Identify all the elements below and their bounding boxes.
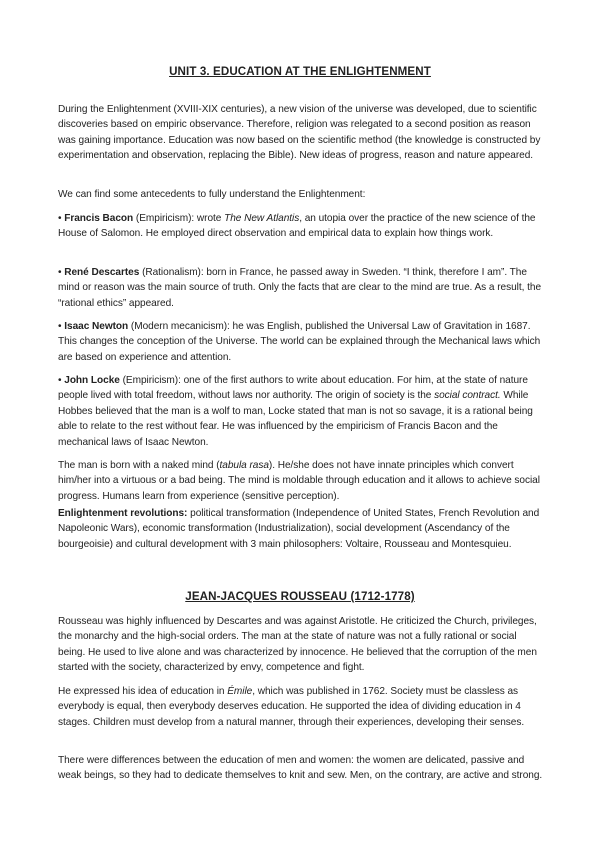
paragraph-text: ). He/she does not have innate principles which convert him/her into a virtuous or a bad being. The mind is moldable through education and it allows to achieve social progress. Humans learn from experience (sensitive perception). bbox=[58, 460, 540, 502]
rousseau-paragraph-3: There were differences between the education of men and women: the women are delicated, passive and weak beings, so they had to dedicate themselves to knit and sew. Men, on the contrary, are active and strong. bbox=[58, 755, 543, 782]
antecedent-text: , an utopia over the practice of the new science of the House of Salomon. He employed direct observation and empirical data to explain how things work. bbox=[58, 213, 536, 240]
paragraph-text: , which was published in 1762. Society must be classless as everybody is equal, then everybody deserves education. He supported the idea of dividing education in 4 stages. Children must develop from a natural manner, through their experiences, developing their senses. bbox=[58, 686, 525, 728]
antecedent-newton bbox=[58, 319, 544, 365]
antecedent-text: (Empiricism): one of the first authors to write about education. For him, at the state of nature people lived with total freedom, without laws nor authority. The origin of society is the bbox=[58, 375, 528, 402]
rousseau-title: JEAN-JACQUES ROUSSEAU (1712-1778) bbox=[185, 590, 415, 603]
bullet: • bbox=[58, 213, 62, 224]
work-title: Émile bbox=[227, 686, 253, 697]
bullet: • bbox=[58, 375, 62, 386]
antecedent-name: Francis Bacon bbox=[64, 213, 134, 224]
antecedent-text: (Modern mecanicism): he was English, published the Universal Law of Gravitation in 1687. This changes the conception of the Universe. The world can be explained through the Mechanical laws which are based on experience and attention. bbox=[58, 321, 541, 363]
paragraph-text: He expressed his idea of education in bbox=[58, 686, 228, 697]
term: tabula rasa bbox=[219, 460, 269, 471]
unit-title: UNIT 3. EDUCATION AT THE ENLIGHTENMENT bbox=[169, 65, 431, 78]
antecedent-text: While Hobbes believed that the man is a wolf to man, Locke stated that man is not so savage, it is a rational being able to relate to the rest without fear. He was influenced by the empiricism of Francis Bacon and the mechanical laws of Isaac Newton. bbox=[58, 390, 533, 448]
work-title: The New Atlantis bbox=[224, 213, 300, 224]
revolutions-label: Enlightenment revolutions: bbox=[58, 508, 188, 519]
term: social contract. bbox=[434, 390, 501, 402]
antecedent-locke bbox=[58, 373, 544, 450]
antecedent-text: (Rationalism): born in France, he passed away in Sweden. “I think, therefore I am”. The mind or reason was the main source of truth. Only the facts that are clear to the mind are true. As a result, the “rational ethics” appeared. bbox=[58, 267, 542, 309]
antecedent-name: Isaac Newton bbox=[64, 321, 129, 332]
bullet: • bbox=[58, 267, 62, 278]
antecedent-name: René Descartes bbox=[64, 267, 140, 278]
rousseau-paragraph-2 bbox=[58, 684, 544, 730]
intro-paragraph: During the Enlightenment (XVIII-XIX centuries), a new vision of the universe was developed, due to scientific discoveries based on empiric observance. Therefore, religion was relegated to a second position as reason was gaining importance. Education was now based on the scientific method (the knowledge is constructed by experimentation and observation, replacing the Bible). New ideas of progress, reason and nature appeared. bbox=[58, 104, 541, 162]
antecedents-intro: We can find some antecedents to fully understand the Enlightenment: bbox=[58, 189, 366, 200]
antecedent-bacon bbox=[58, 211, 544, 242]
naked-mind-paragraph bbox=[58, 458, 544, 504]
revolutions-paragraph bbox=[58, 506, 544, 552]
paragraph-text: The man is born with a naked mind ( bbox=[58, 460, 220, 471]
bullet: • bbox=[58, 321, 62, 332]
paragraph-text: political transformation (Independence of United States, French Revolution and Napoleonic Wars), economic transformation (Industrialization), social development (Ascendancy of the bourgeoisie) and cultural development with 3 main philosophers: Voltaire, Rousseau and Montesquieu. bbox=[58, 508, 540, 550]
antecedent-name: John Locke bbox=[64, 375, 120, 386]
antecedent-descartes bbox=[58, 265, 544, 311]
antecedent-text: (Empiricism): wrote bbox=[133, 213, 225, 224]
rousseau-paragraph-1: Rousseau was highly influenced by Descartes and was against Aristotle. He criticized the Church, privileges, the monarchy and the high-social orders. The man at the state of nature was not a fully rational or social being. He used to live alone and was characterized by innocence. He believed that the corruption of the men started with the society, characterized by envy, competence and fight. bbox=[58, 616, 537, 674]
